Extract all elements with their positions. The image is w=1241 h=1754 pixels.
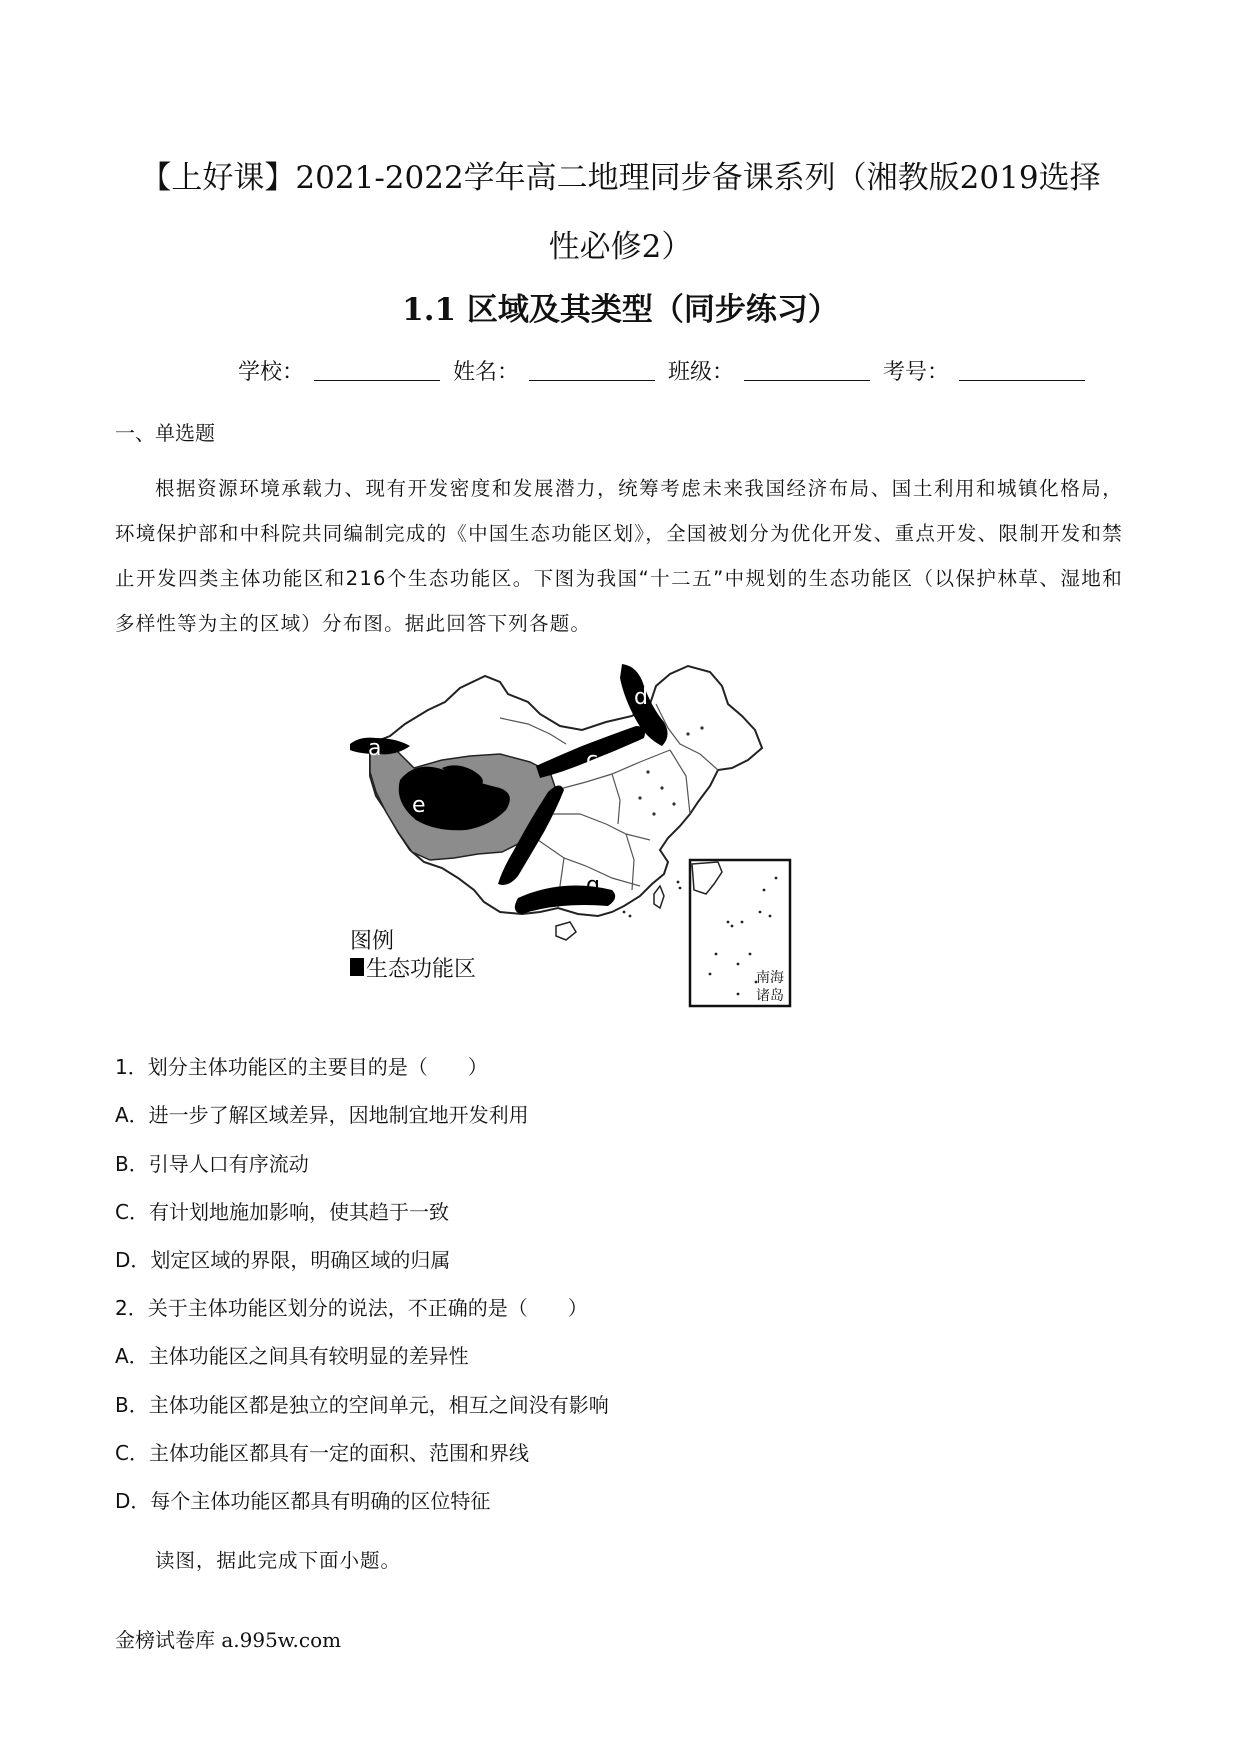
zone-label-e: e xyxy=(412,793,426,818)
inset-label-line-2: 诸岛 xyxy=(756,988,784,1004)
legend-swatch xyxy=(350,958,364,976)
question-2-option-c[interactable]: C．主体功能区都具有一定的面积、范围和界线 xyxy=(115,1441,529,1465)
name-label: 姓名： xyxy=(453,360,520,385)
exam-number-label: 考号： xyxy=(883,360,950,385)
question-2-option-d[interactable]: D．每个主体功能区都具有明确的区位特征 xyxy=(115,1489,491,1513)
school-blank[interactable] xyxy=(314,358,440,381)
lesson-title: 1.1 区域及其类型（同步练习） xyxy=(402,292,839,328)
class-blank[interactable] xyxy=(744,358,870,381)
zone-label-a: a xyxy=(368,736,382,761)
question-1-option-c[interactable]: C．有计划地施加影响，使其趋于一致 xyxy=(115,1200,449,1224)
zone-label-f: f xyxy=(536,805,544,830)
intro-paragraph: 根据资源环境承载力、现有开发密度和发展潜力，统筹考虑未来我国经济布局、国土利用和城镇化格局，环境保护部和中科院共同编制完成的《中国生态功能区划》，全国被划分为优化开发、重点开发、限制开发和禁止开发四类主体功能区和216个生态功能区。下图为我国“十二五”中规划的生态功能区（以保护林草、湿地和多样性等为主的区域）分布图。据此回答下列各题。 xyxy=(115,477,1123,635)
section-title: 一、单选题 xyxy=(115,421,215,445)
legend-title: 图例 xyxy=(350,929,395,954)
zone-label-b: b xyxy=(474,782,488,807)
taiwan-island xyxy=(654,886,664,908)
question-1-option-d[interactable]: D．划定区域的界限，明确区域的归属 xyxy=(115,1248,451,1272)
inset-label-line-1: 南海 xyxy=(756,970,784,986)
hainan-island xyxy=(556,922,576,940)
zone-label-c: c xyxy=(586,748,599,773)
question-1-option-b[interactable]: B．引导人口有序流动 xyxy=(115,1152,309,1176)
read-prompt: 读图，据此完成下面小题。 xyxy=(155,1549,402,1572)
question-2-option-b[interactable]: B．主体功能区都是独立的空间单元，相互之间没有影响 xyxy=(115,1393,609,1417)
school-label: 学校： xyxy=(238,360,305,385)
exam-number-blank[interactable] xyxy=(959,358,1085,381)
document-title-line-2: 性必修2） xyxy=(548,229,693,265)
document-title-line-1: 【上好课】2021-2022学年高二地理同步备课系列（湘教版2019选择 xyxy=(140,160,1101,196)
question-2-option-a[interactable]: A．主体功能区之间具有较明显的差异性 xyxy=(115,1344,469,1368)
question-1-stem: 1．划分主体功能区的主要目的是（ ） xyxy=(115,1055,488,1079)
question-2-stem: 2．关于主体功能区划分的说法，不正确的是（ ） xyxy=(115,1296,588,1320)
student-info-row xyxy=(238,358,1091,388)
name-blank[interactable] xyxy=(529,358,655,381)
ecological-zone-map xyxy=(350,664,890,1026)
zone-label-d: d xyxy=(634,685,648,710)
class-label: 班级： xyxy=(668,360,735,385)
footer-source: 金榜试卷库 a.995w.com xyxy=(115,1628,342,1652)
legend-label: 生态功能区 xyxy=(366,957,477,982)
question-1-option-a[interactable]: A．进一步了解区域差异，因地制宜地开发利用 xyxy=(115,1103,529,1127)
zone-label-g: g xyxy=(586,873,600,898)
